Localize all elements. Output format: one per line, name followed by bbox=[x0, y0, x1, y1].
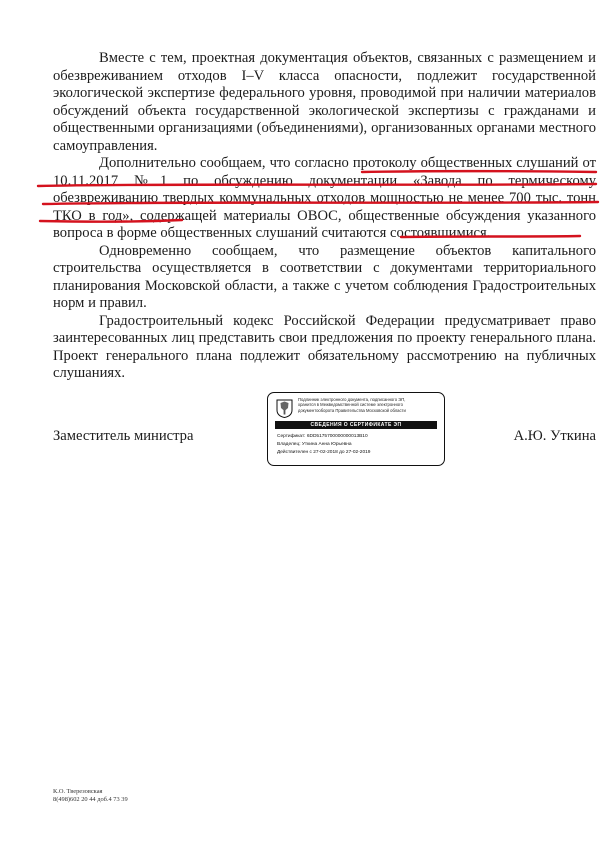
stamp-header bbox=[298, 397, 438, 413]
stamp-header-line: документооборота Правительства Московской области bbox=[298, 407, 406, 413]
paragraph-code: Градостроительный кодекс Российской Федерации предусматривает право заинтересованных лиц представить свои предложения по проекту генерального плана. Проект генерального плана подлежит обязательному рассмотрению на публичных слушаниях. bbox=[53, 312, 596, 381]
stamp-validity: Действителен с 27-02-2018 до 27-02-2019 bbox=[277, 450, 371, 455]
stamp-title: СВЕДЕНИЯ О СЕРТИФИКАТЕ ЭП bbox=[275, 421, 437, 429]
stamp-certificate: Сертификат: 6DD5175700000000013B10 bbox=[277, 434, 368, 439]
stamp-header-line: хранится в Межведомственной системе электронного bbox=[298, 402, 403, 408]
executor-phone: 8(498)602 20 44 доб.4 73 39 bbox=[53, 796, 128, 803]
coat-of-arms-icon bbox=[276, 399, 293, 418]
signatory-name: А.Ю. Уткина bbox=[513, 428, 596, 444]
signatory-position: Заместитель министра bbox=[53, 428, 194, 444]
letter-body bbox=[53, 50, 596, 383]
stamp-header-line: Подлинник электронного документа, подписанного ЭП, bbox=[298, 397, 406, 402]
paragraph-planning: Одновременно сообщаем, что размещение объектов капитального строительства осуществляется в соответствии с документами территориального планирования Московской области, а также с учетом соблюдения Градостроительных норм и правил. bbox=[53, 242, 596, 311]
stamp-owner: Владелец: Уткина Анна Юрьевна bbox=[277, 442, 352, 447]
paragraph-expertise: Вместе с тем, проектная документация объектов, связанных с размещением и обезвреживанием отходов I–V класса опасности, подлежит государственной экологической экспертизе федерального уровня, проводимой при наличии материалов обсуждений объекта государственной экологической экспертизы с гражданами и общественными организациями (объединениями), организованных органами местного самоуправления. bbox=[53, 50, 596, 154]
paragraph-hearings: Дополнительно сообщаем, что согласно протоколу общественных слушаний от 10.11.2017 №1 по обсуждению документации «Завода по термическому обезвреживанию твердых коммунальных отходов мощностью не менее 700 тыс. тонн ТКО в год», содержащей материалы ОВОС, общественные обсуждения указанного вопроса в форме общественных слушаний считаются состоявшимися. bbox=[53, 155, 596, 241]
electronic-signature-stamp bbox=[267, 392, 445, 466]
executor-contact bbox=[53, 788, 128, 804]
executor-name: К.О. Тверезовская bbox=[53, 788, 103, 795]
